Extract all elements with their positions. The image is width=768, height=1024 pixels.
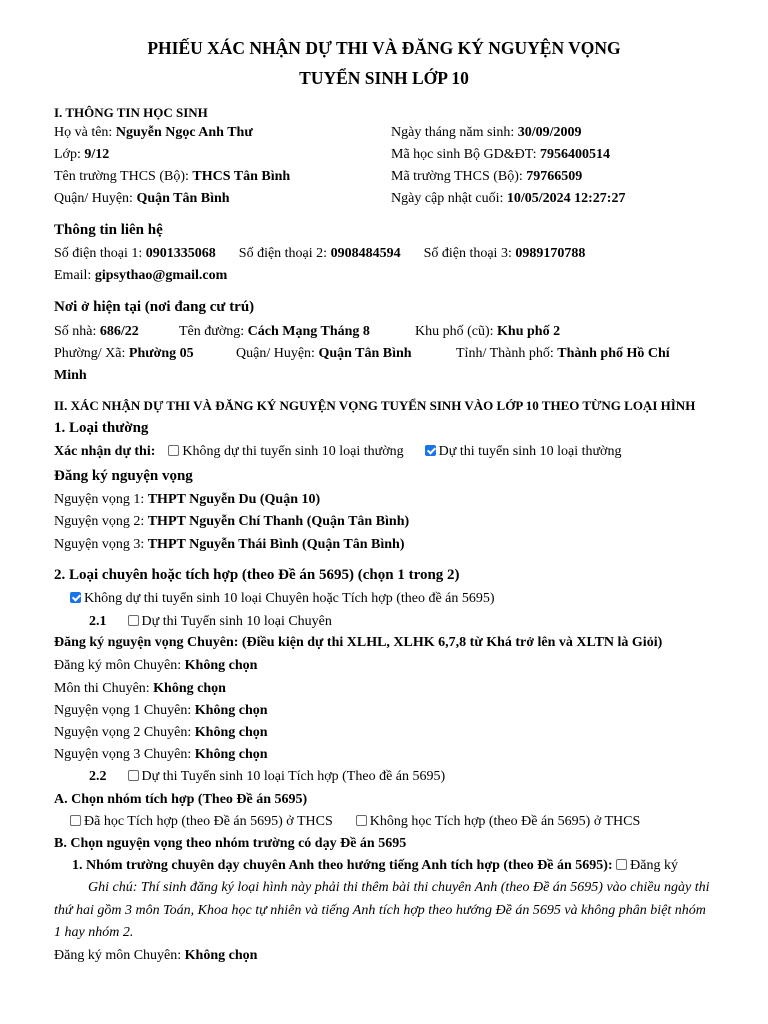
student-district: Quận/ Huyện: Quận Tân Bình: [54, 191, 230, 206]
contact-heading: Thông tin liên hệ: [54, 222, 163, 238]
sub22-checkbox[interactable]: [128, 770, 139, 781]
street-name: Tên đường: Cách Mạng Tháng 8: [179, 324, 370, 339]
note: Ghi chú: Thí sinh đăng ký loại hình này phải thi thêm bài thi chuyên Anh (theo Đề án 5695) vào chiều ngày thi thứ hai gồm 3 môn Toán, Khoa học tự nhiên và tiếng Anh tích hợp theo hướng Đề án 5695 và không phân biệt nhóm 1 hay nhóm 2.: [54, 880, 710, 940]
last-updated: Ngày cập nhật cuối: 10/05/2024 12:27:27: [391, 191, 626, 206]
chuyen-subject: Đăng ký môn Chuyên: Không chọn: [54, 658, 258, 673]
sub22-label: Dự thi Tuyển sinh 10 loại Tích hợp (Theo đề án 5695): [141, 769, 446, 784]
groupA-options: [70, 813, 640, 831]
student-dob: Ngày tháng năm sinh: 30/09/2009: [391, 125, 582, 140]
chuyen-wish-1: Nguyện vọng 1 Chuyên: Không chọn: [54, 703, 268, 718]
phone-2: Số điện thoại 2: 0908484594: [238, 246, 401, 261]
sub21-number: 2.1: [89, 614, 107, 629]
chuyen-wish-2: Nguyện vọng 2 Chuyên: Không chọn: [54, 725, 268, 740]
phone-1: Số điện thoại 1: 0901335068: [54, 246, 216, 261]
phone-3: Số điện thoại 3: 0989170788: [423, 246, 586, 261]
section2-heading: II. XÁC NHẬN DỰ THI VÀ ĐĂNG KÝ NGUYỆN VỌNG TUYỂN SINH VÀO LỚP 10 THEO TỪNG LOẠI HÌNH: [54, 398, 696, 413]
school-id: Mã trường THCS (Bộ): 79766509: [391, 169, 583, 184]
ward: Phường/ Xã: Phường 05: [54, 346, 194, 361]
chuyen-exam: Môn thi Chuyên: Không chọn: [54, 681, 226, 696]
groupA-opt2-checkbox[interactable]: [356, 815, 367, 826]
groupA-opt1-label: Đã học Tích hợp (theo Đề án 5695) ở THCS: [84, 814, 333, 829]
regular-confirm-row: [54, 443, 621, 461]
city: Tỉnh/ Thành phố: Thành phố Hồ Chí: [456, 346, 670, 361]
email: Email: gipsythao@gmail.com: [54, 268, 228, 283]
student-class: Lớp: 9/12: [54, 147, 110, 162]
regular-yes-label: Dự thi tuyển sinh 10 loại thường: [438, 444, 622, 459]
special-none-row: [70, 590, 495, 608]
school-name: Tên trường THCS (Bộ): THCS Tân Bình: [54, 169, 291, 184]
confirm-label: Xác nhận dự thi:: [54, 444, 156, 459]
groupA-opt1-checkbox[interactable]: [70, 815, 81, 826]
groupA-opt2-label: Không học Tích hợp (theo Đề án 5695) ở THCS: [369, 814, 641, 829]
groupB-item1-label: Đăng ký: [630, 858, 678, 873]
regular-no-checkbox[interactable]: [168, 445, 179, 456]
chuyen-heading: Đăng ký nguyện vọng Chuyên: (Điều kiện dự thi XLHL, XLHK 6,7,8 từ Khá trở lên và XLTN là Giỏi): [54, 635, 663, 650]
wish-3: Nguyện vọng 3: THPT Nguyễn Thái Bình (Quận Tân Bình): [54, 537, 405, 552]
student-id: Mã học sinh Bộ GD&ĐT: 7956400514: [391, 147, 611, 162]
regular-no-label: Không dự thi tuyển sinh 10 loại thường: [182, 444, 404, 459]
sub21-label: Dự thi Tuyển sinh 10 loại Chuyên: [141, 614, 332, 629]
last-subject: Đăng ký môn Chuyên: Không chọn: [54, 948, 258, 963]
sub21-row: [89, 613, 332, 631]
sub21-checkbox[interactable]: [128, 615, 139, 626]
house-number: Số nhà: 686/22: [54, 324, 139, 339]
form-title-line1: PHIẾU XÁC NHẬN DỰ THI VÀ ĐĂNG KÝ NGUYỆN VỌNG: [147, 38, 621, 58]
section1-heading: I. THÔNG TIN HỌC SINH: [54, 105, 208, 120]
special-heading: 2. Loại chuyên hoặc tích hợp (theo Đề án 5695) (chọn 1 trong 2): [54, 567, 460, 583]
form-title-line2: TUYỂN SINH LỚP 10: [299, 68, 469, 88]
sub22-row: [89, 768, 445, 786]
sub22-number: 2.2: [89, 769, 107, 784]
groupB-item1: 1. Nhóm trường chuyên dạy chuyên Anh theo hướng tiếng Anh tích hợp (theo Đề án 5695): Đăng ký: [72, 858, 678, 873]
wish-2: Nguyện vọng 2: THPT Nguyễn Chí Thanh (Quận Tân Bình): [54, 514, 410, 529]
special-none-checkbox[interactable]: [70, 592, 81, 603]
groupA-heading: A. Chọn nhóm tích hợp (Theo Đề án 5695): [54, 792, 308, 807]
groupB-item1-checkbox[interactable]: [616, 859, 627, 870]
special-none-label: Không dự thi tuyển sinh 10 loại Chuyên hoặc Tích hợp (theo đề án 5695): [84, 591, 495, 606]
wish-heading: Đăng ký nguyện vọng: [54, 468, 193, 484]
groupB-heading: B. Chọn nguyện vọng theo nhóm trường có dạy Đề án 5695: [54, 836, 407, 851]
residence-heading: Nơi ở hiện tại (nơi đang cư trú): [54, 299, 255, 315]
wish-1: Nguyện vọng 1: THPT Nguyễn Du (Quận 10): [54, 492, 321, 507]
quarter: Khu phố (cũ): Khu phố 2: [415, 324, 561, 339]
city-continued: Minh: [54, 368, 87, 383]
chuyen-wish-3: Nguyện vọng 3 Chuyên: Không chọn: [54, 747, 268, 762]
regular-heading: 1. Loại thường: [54, 420, 149, 436]
residence-district: Quận/ Huyện: Quận Tân Bình: [236, 346, 412, 361]
phone-line: [54, 245, 585, 263]
regular-yes-checkbox[interactable]: [425, 445, 436, 456]
student-name: Họ và tên: Nguyễn Ngọc Anh Thư: [54, 125, 253, 140]
